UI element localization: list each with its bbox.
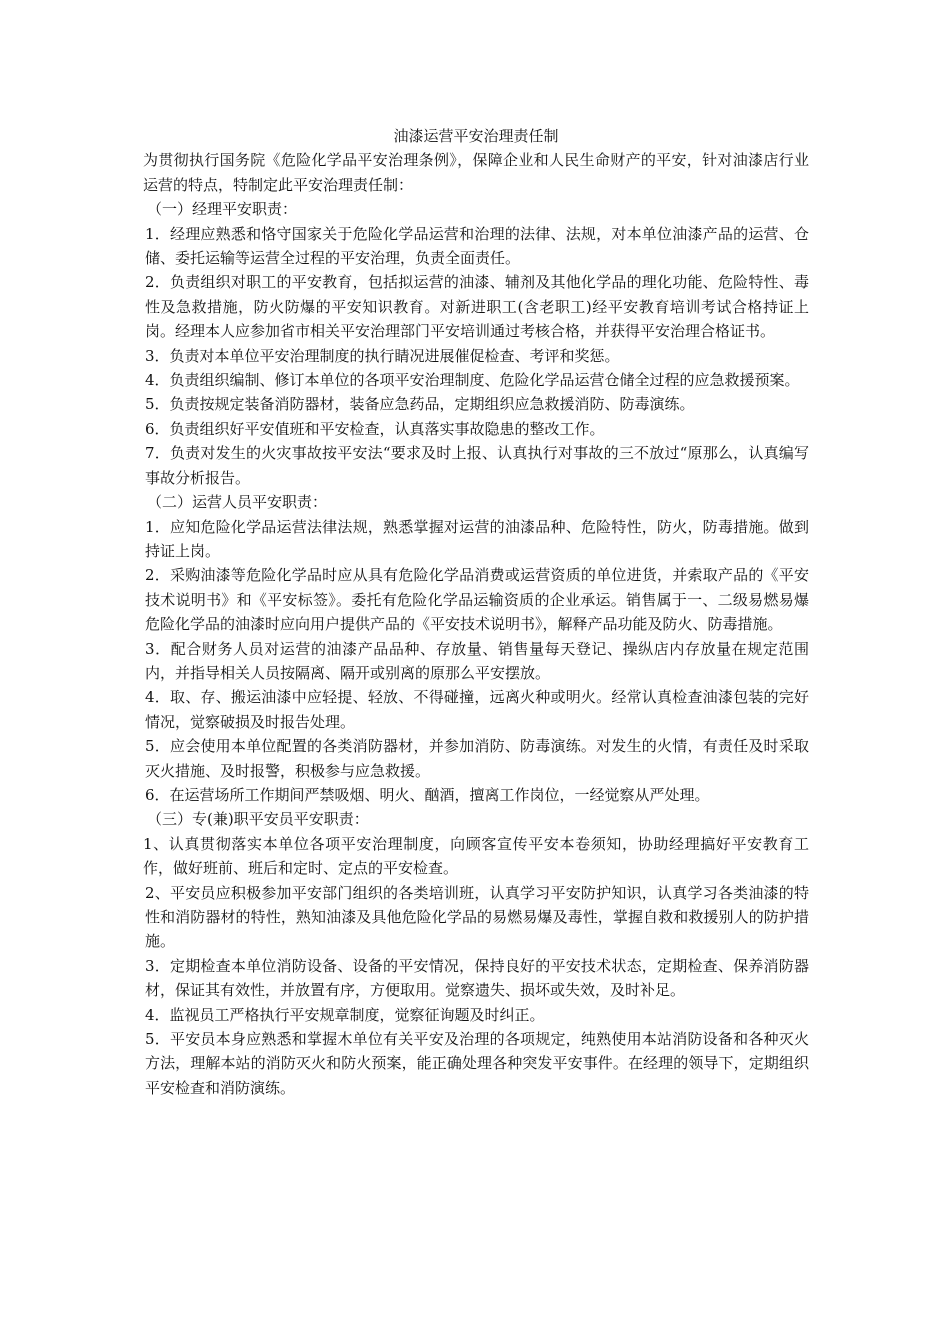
- list-item: 3．定期检查本单位消防设备、设备的平安情况，保持良好的平安技术状态，定期检查、保养消防器材，保证其有效性，并放置有序，方便取用。觉察遗失、损坏或失效，及时补足。: [145, 956, 809, 1000]
- section-heading-safety-officer: （三）专(兼)职平安员平安职责：: [147, 810, 369, 829]
- list-item: 4．负责组织编制、修订本单位的各项平安治理制度、危险化学品运营仓储全过程的应急救援预案。: [145, 371, 800, 390]
- list-item: 7．负责对发生的火灾事故按平安法“要求及时上报、认真执行对事故的三不放过“原那么，认真编写事故分析报告。: [145, 444, 809, 487]
- document-page: [143, 124, 809, 1100]
- section-heading-operators: （二）运营人员平安职责：: [147, 493, 328, 512]
- section-heading-manager: （一）经理平安职责：: [147, 200, 298, 219]
- list-item: 3．负责对本单位平安治理制度的执行睛况进展催促检查、考评和奖惩。: [145, 346, 620, 365]
- list-item: 2．采购油漆等危险化学品时应从具有危险化学品消费或运营资质的单位进货，并索取产品的《平安技术说明书》和《平安标签》。委托有危险化学品运输资质的企业承运。销售属于一、二级易燃易爆危险化学品的油漆时应向用户提供产品的《平安技术说明书》，解释产品功能及防火、防毒措施。: [145, 566, 809, 634]
- list-item: 2．负责组织对职工的平安教育，包括拟运营的油漆、辅剂及其他化学品的理化功能、危险特性、毒性及急救措施，防火防爆的平安知识教育。对新进职工(含老职工)经平安教育培训考试合格持证上岗。经理本人应参加省市相关平安治理部门平安培训通过考核合格，并获得平安治理合格证书。: [145, 273, 809, 341]
- list-item: 5．平安员本身应熟悉和掌握木单位有关平安及治理的各项规定，纯熟使用本站消防设备和各种灭火方法，理解本站的消防灭火和防火预案，能正确处理各种突发平安事件。在经理的领导下，定期组织平安检查和消防演练。: [145, 1030, 809, 1097]
- list-item: 2、平安员应积极参加平安部门组织的各类培训班，认真学习平安防护知识，认真学习各类油漆的特性和消防器材的特性，熟知油漆及具他危险化学品的易燃易爆及毒性，掌握自救和救援别人的防护措施。: [145, 883, 809, 951]
- document-title: 油漆运营平安治理责任制: [393, 127, 559, 145]
- list-item: 5．应会使用本单位配置的各类消防器材，并参加消防、防毒演练。对发生的火情，有责任及时采取灭火措施、及时报警，积极参与应急救援。: [145, 737, 809, 780]
- list-item: 1、认真贯彻落实本单位各项平安治理制度，向顾客宣传平安本卷须知，协助经理搞好平安教育工作，做好班前、班后和定时、定点的平安检查。: [143, 834, 809, 878]
- list-item: 5．负责按规定装备消防器材，装备应急药品，定期组织应急救援消防、防毒演练。: [145, 395, 695, 414]
- list-item: 3．配合财务人员对运营的油漆产品品种、存放量、销售量每天登记、操纵店内存放量在规定范围内，并指导相关人员按隔离、隔开或别离的原那么平安摆放。: [145, 639, 809, 682]
- list-item: 6．负责组织好平安值班和平安检查，认真落实事故隐患的整改工作。: [145, 419, 605, 438]
- list-item: 1．经理应熟悉和恪守国家关于危险化学品运营和治理的法律、法规，对本单位油漆产品的运营、仓储、委托运输等运营全过程的平安治理，负责全面责任。: [145, 224, 809, 268]
- list-item: 1．应知危险化学品运营法律法规，熟悉掌握对运营的油漆品种、危险特性，防火，防毒措施。做到持证上岗。: [145, 517, 809, 560]
- list-item: 4．监视员工严格执行平安规章制度，觉察征询题及时纠正。: [145, 1005, 545, 1024]
- list-item: 4．取、存、搬运油漆中应轻提、轻放、不得碰撞，远离火种或明火。经常认真检查油漆包装的完好情况，觉察破损及时报告处理。: [145, 688, 809, 731]
- intro-paragraph: 为贯彻执行国务院《危险化学品平安治理条例》，保障企业和人民生命财产的平安，针对油漆店行业运营的特点，特制定此平安治理责任制：: [143, 151, 809, 194]
- list-item: 6．在运营场所工作期间严禁吸烟、明火、酗酒，擅离工作岗位，一经觉察从严处理。: [145, 785, 710, 804]
